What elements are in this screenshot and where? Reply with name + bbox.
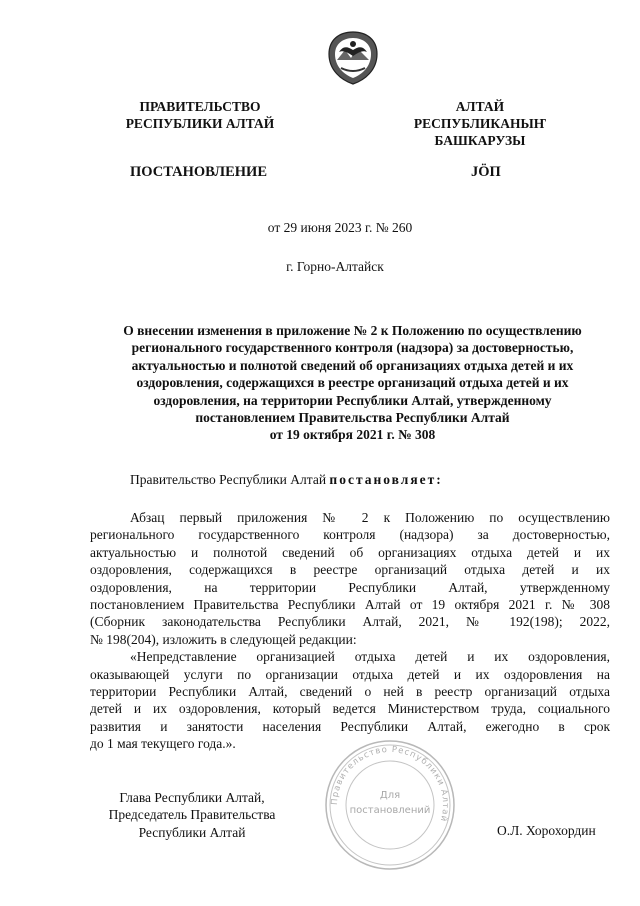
official-stamp [323, 738, 457, 872]
header-right-line: БАШКАРУЗЫ [434, 133, 526, 148]
signatory-title-line: Глава Республики Алтай, [119, 790, 265, 805]
document-title [90, 322, 615, 444]
coat-of-arms-emblem [327, 30, 379, 86]
body-line: оказывающей услуги по организации отдыха детей и их оздоровления на [90, 666, 610, 682]
document-body [90, 509, 610, 752]
government-name-russian [100, 98, 300, 132]
body-line: оздоровления, на территории Республики Алтай, утвержденному [90, 579, 610, 595]
body-line: актуальностью и полнотой сведений об организациях отдыха детей и их [90, 544, 610, 560]
resolution-subject: Правительство Республики Алтай [130, 472, 330, 487]
document-city: г. Горно-Алтайск [286, 259, 384, 274]
body-line: территории Республики Алтай, сведений о ней в реестр организаций отдыха [90, 683, 610, 699]
body-line: регионального государственного контроля (надзора) за достоверностью, [90, 527, 610, 543]
signatory-name: О.Л. Хорохордин [497, 823, 596, 838]
body-line: оздоровления, содержащихся в реестре организаций отдыха детей и их [90, 562, 610, 578]
title-line: постановлением Правительства Республики Алтай [195, 410, 510, 426]
document-date-number: от 29 июня 2023 г. № 260 [267, 220, 413, 235]
resolution-clause [130, 472, 443, 488]
body-line: «Непредставление организацией отдыха детей и их оздоровления, [130, 649, 610, 665]
title-line: О внесении изменения в приложение № 2 к Положению по осуществлению [123, 323, 582, 338]
body-line: № 198(204), изложить в следующей редакции: [90, 631, 357, 647]
title-line: от 19 октября 2021 г. № 308 [269, 427, 436, 443]
body-line: постановлением Правительства Республики Алтай от 19 октября 2021 г. № 308 [90, 596, 610, 612]
title-line: актуальностью и полнотой сведений об организациях отдыха детей и их [131, 357, 574, 373]
stamp-ring-text: Правительство Республики Алтай [329, 744, 451, 824]
stamp-center-line: постановлений [349, 805, 431, 816]
signatory-title [92, 789, 292, 841]
title-line: оздоровления, содержащихся в реестре организаций отдыха детей и их [136, 375, 569, 391]
body-line: детей и их оздоровления, который ведется Министерством труда, социального [90, 701, 610, 717]
header-right-line: АЛТАЙ РЕСПУБЛИКАНЫҤ [413, 99, 547, 131]
body-line: Абзац первый приложения № 2 к Положению по осуществлению [130, 510, 610, 525]
doc-type-altai: JӦП [471, 164, 501, 180]
doc-type-russian: ПОСТАНОВЛЕНИЕ [130, 164, 268, 180]
government-name-altai [390, 98, 570, 149]
stamp-center-line: Для [379, 790, 401, 801]
body-line: (Сборник законодательства Республики Алтай, 2021, № 192(198); 2022, [90, 614, 610, 630]
signatory-title-line: Республики Алтай [138, 824, 246, 840]
body-line: развития и занятости населения Республики Алтай, ежегодно в срок [90, 718, 610, 734]
header-left-line: РЕСПУБЛИКИ АЛТАЙ [125, 116, 275, 131]
title-line: регионального государственного контроля (надзора) за достоверностью, [131, 340, 574, 356]
signatory-title-line: Председатель Правительства [108, 807, 276, 823]
resolution-verb: постановляет: [329, 472, 443, 487]
title-line: оздоровления, на территории Республики Алтай, утвержденному [153, 392, 552, 408]
body-line: до 1 мая текущего года.». [90, 736, 236, 752]
header-left-line: ПРАВИТЕЛЬСТВО [139, 99, 261, 114]
